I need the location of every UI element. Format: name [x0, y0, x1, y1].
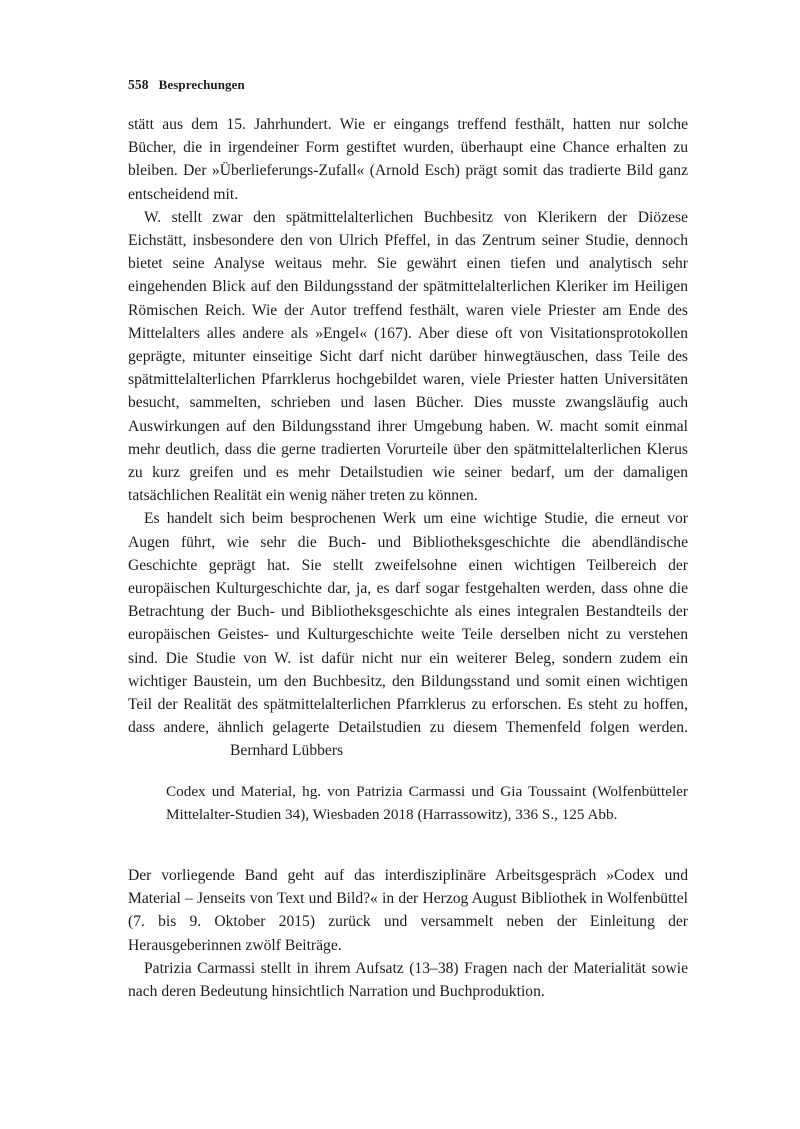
running-head — [128, 76, 688, 94]
review-body-column — [128, 113, 688, 763]
review-two-column — [128, 864, 688, 1003]
running-head-title: Besprechungen — [158, 77, 245, 92]
paragraph-volume-origin: Der vorliegende Band geht auf das interdisziplinäre Arbeitsgespräch »Codex und Material – Jenseits von Text und Bild?« in der Herzog August Bibliothek in Wolfenbüttel (7. bis 9. Oktober 2015) zurück und versammelt neben der Einleitung der Herausgeberinnen zwölf Beiträge. — [128, 867, 688, 954]
reviewer-signature: Bernhard Lübbers — [230, 742, 344, 760]
paragraph-conclusion-text: Es handelt sich beim besprochenen Werk um eine wichtige Studie, die erneut vor Augen führt, wie sehr die Buch- und Bibliotheksgeschichte die abendländische Geschichte geprägt hat. Sie stellt zweifelsohne einen wichtigen Teilbereich der europäischen Kulturgeschichte dar, ja, es darf sogar festgehalten werden, dass ohne die Betrachtung der Buch- und Bibliotheksgeschichte als eines integralen Bestandteils der europäischen Geistes- und Kulturgeschichte weite Teile derselben nicht zu verstehen sind. Die Studie von W. ist dafür nicht nur ein weiterer Beleg, sondern zudem ein wichtiger Baustein, um den Buchbesitz, den Bildungsstand und somit einen wichtigen Teil der Realität des spätmittelalterlichen Pfarrklerus zu erforschen. Es steht zu hoffen, dass andere, ähnlich gelagerte Detailstudien zu diesem Themenfeld folgen werden. — [128, 510, 688, 737]
book-citation: Codex und Material, hg. von Patrizia Carmassi und Gia Toussaint (Wolfenbütteler Mittelalter-Studien 34), Wiesbaden 2018 (Harrassowitz), 336 S., 125 Abb. — [166, 783, 688, 823]
paragraph-study-focus: W. stellt zwar den spätmittelalterlichen Buchbesitz von Klerikern der Diözese Eichstätt, insbesondere den von Ulrich Pfeffel, in das Zentrum seiner Studie, dennoch bietet seine Analyse weitaus mehr. Sie gewährt einen tiefen und analytisch sehr eingehenden Blick auf den Bildungsstand der spätmittelalterlichen Kleriker im Heiligen Römischen Reich. Wie der Autor treffend festhält, waren viele Priester am Ende des Mittelalters alles andere als »Engel« (167). Aber diese oft von Visitationsprotokollen geprägte, mitunter einseitige Sicht darf nicht darüber hinwegtäuschen, dass Teile des spätmittelalterlichen Pfarrklerus hochgebildet waren, viele Priester hatten Universitäten besucht, sammelten, schrieben und lasen Bücher. Dies musste zwangsläufig auch Auswirkungen auf den Bildungsstand ihrer Umgebung haben. W. macht somit einmal mehr deutlich, dass die gerne tradierten Vorurteile über den spätmittelalterlichen Klerus zu kurz greifen und es mehr Detailstudien wie seiner bedarf, um der damaligen tatsächlichen Realität ein wenig näher treten zu können. — [128, 208, 688, 505]
paragraph-carmassi-essay: Patrizia Carmassi stellt in ihrem Aufsatz (13–38) Fragen nach der Materialität sowie nach deren Bedeutung hinsichtlich Narration und Buchproduktion. — [128, 959, 688, 1001]
paragraph-conclusion — [128, 507, 688, 762]
page-number: 558 — [128, 77, 149, 92]
paragraph-continuation: stätt aus dem 15. Jahrhundert. Wie er eingangs treffend festhält, hatten nur solche Bücher, die in irgendeiner Form gestiftet wurden, überhaupt eine Chance erhalten zu bleiben. Der »Überlieferungs-Zufall« (Arnold Esch) prägt somit das tradierte Bild ganz entscheidend mit. — [128, 116, 688, 203]
